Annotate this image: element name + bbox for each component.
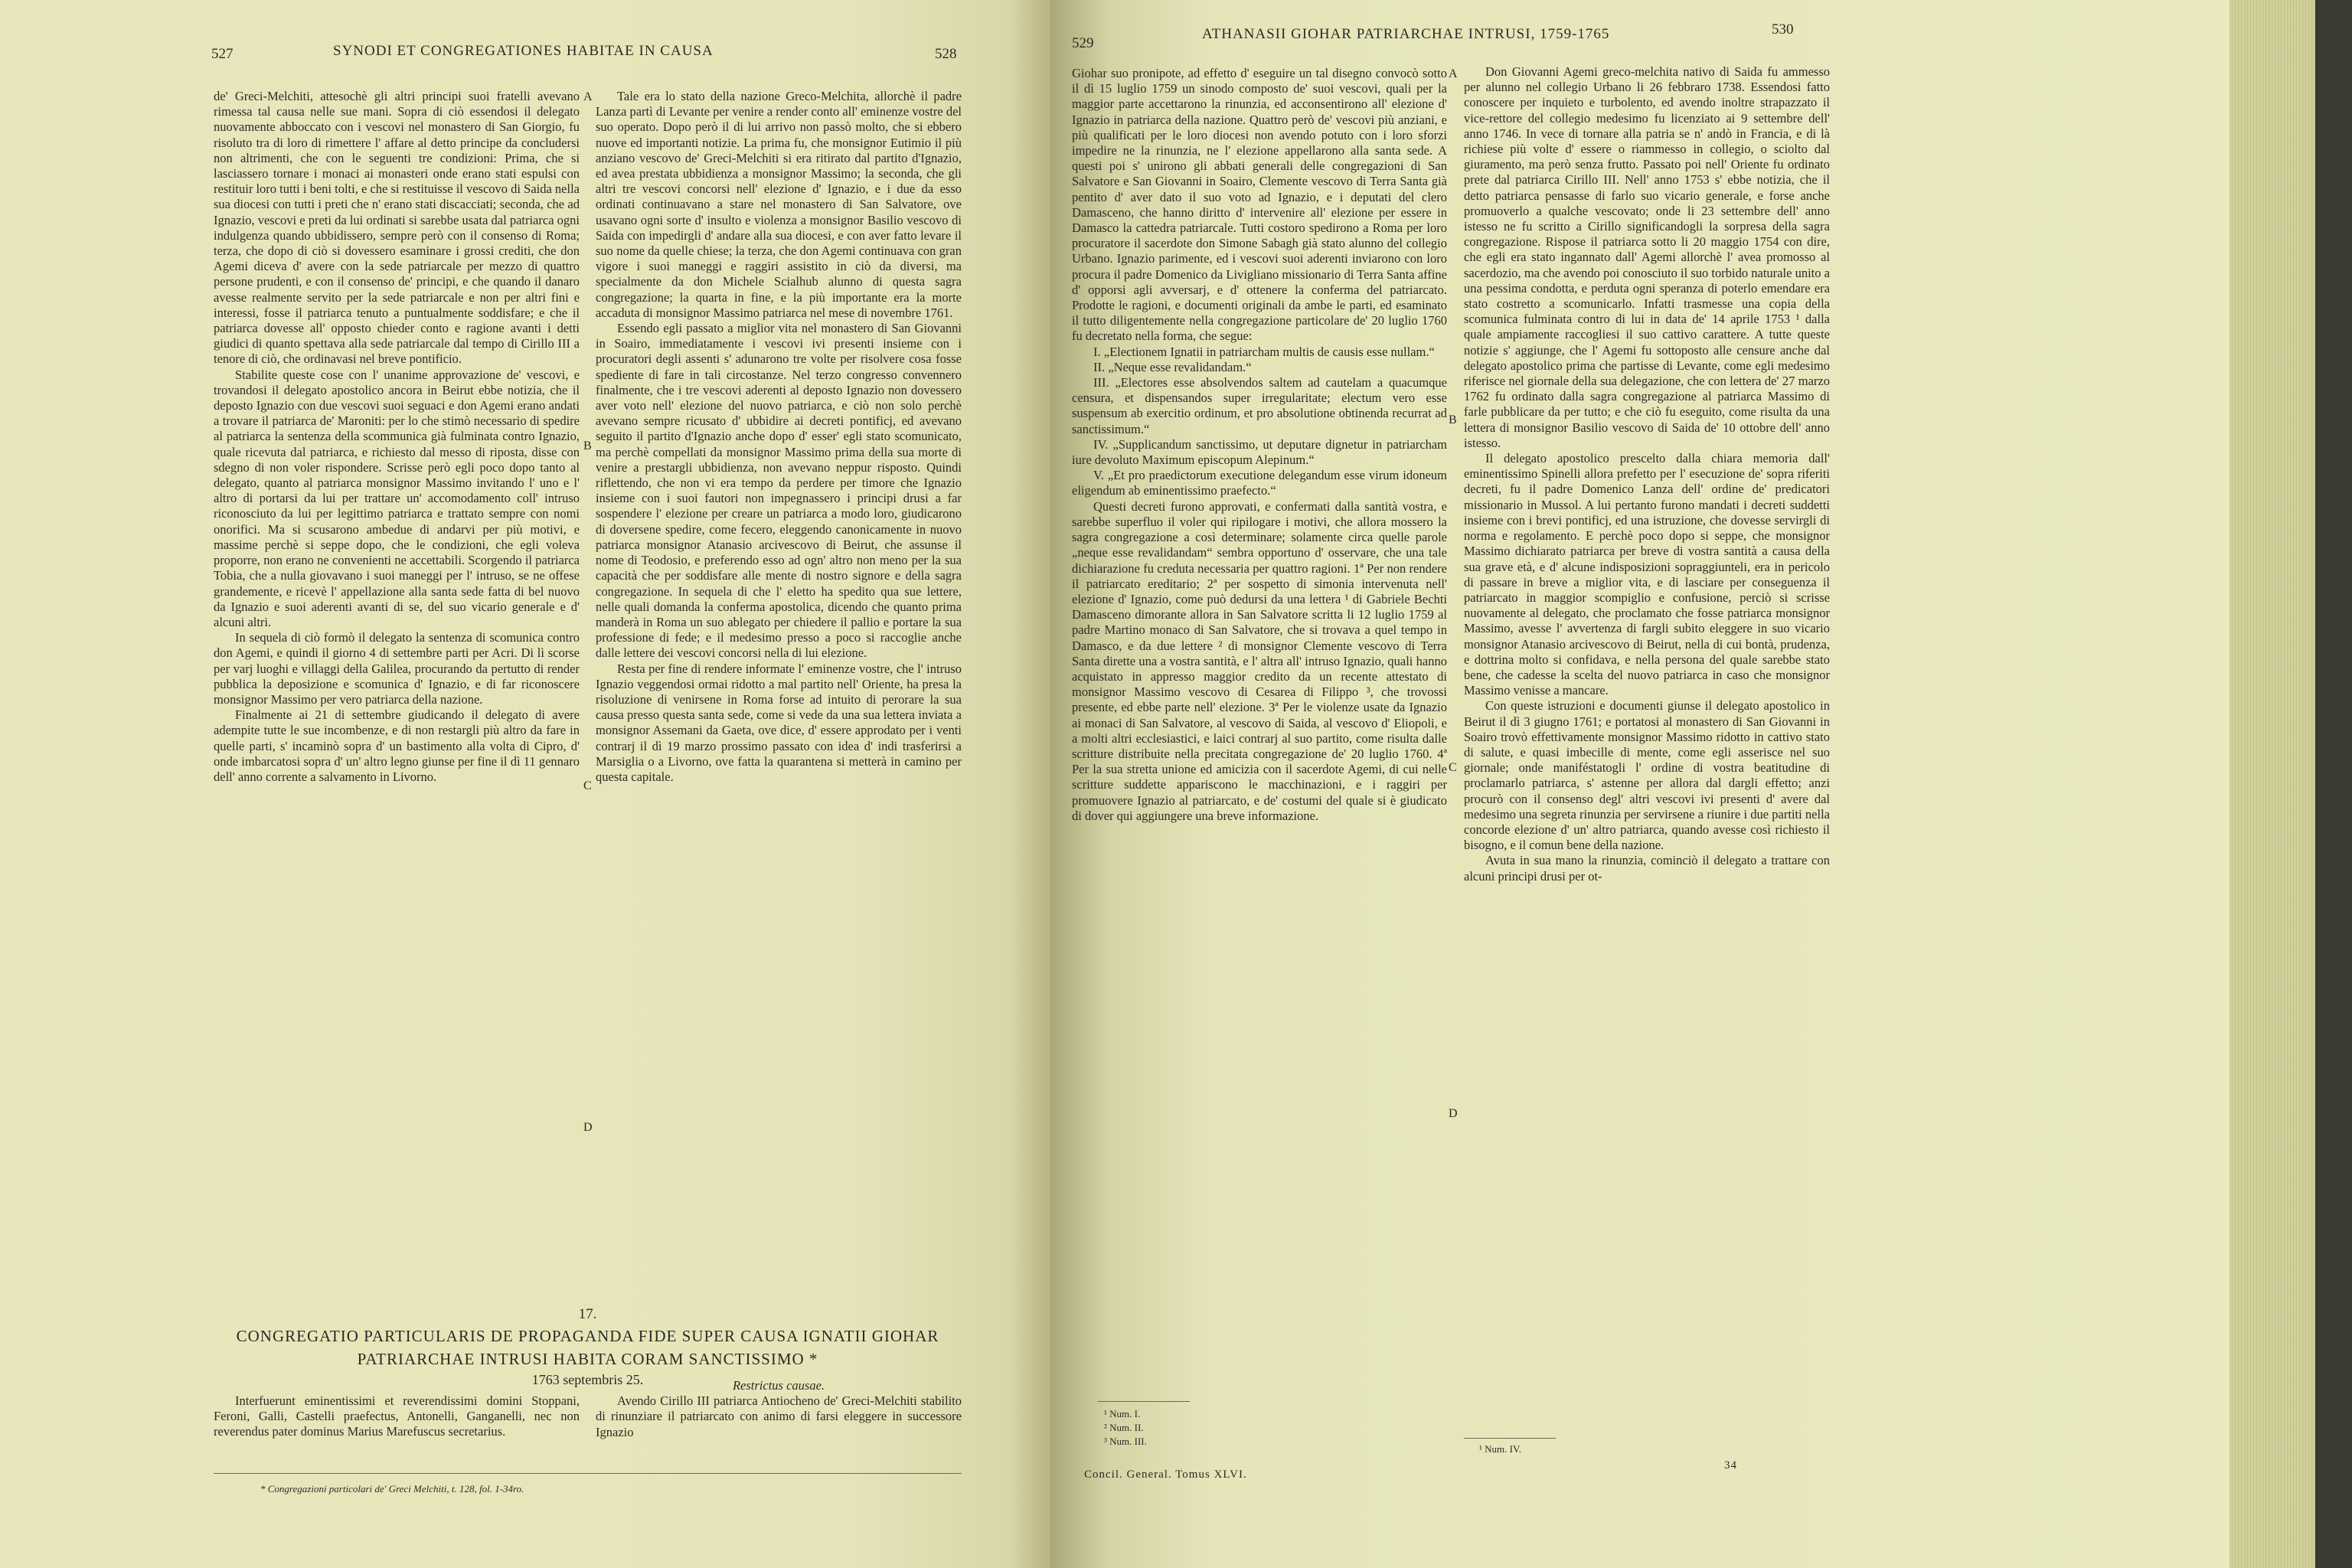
paragraph: Giohar suo pronipote, ad effetto d' eseguire un tal disegno convocò sotto il dì 15 luglio 1759 un sinodo composto de' suoi vescovi, quali per la maggior parte accettarono la rinunzia, ed acconsentirono all' elezione d' Ignazio in patriarca della nazione. Quattro però de' vescovi più anziani, e più qualificati per le loro diocesi non avendo potuto con i loro sforzi impedire ne la rinunzia, ne l' elezione appellarono alla santa sede. A questi poi s' unirono gli abbati generali delle congregazioni di San Salvatore e San Giovanni in Soairo, Clemente vescovo di Terra Santa già pentito d' aver dato il suo voto ad Ignazio, e i deputati del clero Damasceno, che hanno diritto d' intervenire all' elezione per essere in Damasco la cattedra patriarcale. Tutti costoro spedirono a Roma per loro procuratore il sacerdote don Simone Sabagh già stato alunno del collegio Urbano. Ignazio parimente, ed i vescovi suoi aderenti inviarono con loro procura il padre Domenico da Livigliano missionario di Terra Santa affine d' opporsi agli avversarj, e d' ottenere la conferma del patriarcato. Prodotte le ragioni, e documenti originali da ambe le parti, ed esaminato il tutto diligentemente nella congregazione particolare de' 20 luglio 1760 fu decretato nella forma, che segue: (1072, 66, 1447, 344)
footnote: ² Num. II. (1104, 1422, 1144, 1433)
right-page (1050, 0, 2230, 1568)
congregation-date: 1763 septembris 25. (531, 1372, 644, 1387)
footnote: ¹ Num. I. (1104, 1408, 1141, 1419)
paragraph: Con queste istruzioni e documenti giunse il delegato apostolico in Beirut il dì 3 giugno 1761; e portatosi al monastero di San Giovanni in Soairo trovò effettivamente monsignor Massimo ridotto in cattivo stato di salute, e quasi imbecille di mente, come egli asserisce nel suo giornale; onde maniféstatogli l' ordine di vostra beatitudine di proclamarlo patriarca, s' astenne per allora dal dargli effetto; anzi procurò con il consenso degl' altri vescovi ivi presenti d' avere dal medesimo una segreta rinunzia per servirsene a riunire i due partiti nella concorde elezione d' un' altro patriarca, quando avesse così richiesto il bisogno, e il comun bene della nazione. (1464, 698, 1830, 853)
column-a (1072, 66, 1447, 824)
footnote-rule (214, 1473, 962, 1474)
congregation-heading (214, 1306, 962, 1388)
paragraph: III. „Electores esse absolvendos saltem ad cautelam a quacumque censura, et dispensandos super irregularitate; electum vero esse suspensum ab exercitio ordinum, et pro absolutione obtinenda recurrat ad sanctissimum.“ (1072, 375, 1447, 436)
paragraph: Avuta in sua mano la rinunzia, cominciò il delegato a trattare con alcuni principi drusi per ot- (1464, 853, 1830, 884)
column-b (596, 89, 962, 785)
footnote-rule (1098, 1401, 1190, 1402)
paragraph: II. „Neque esse revalidandam.“ (1093, 359, 1252, 374)
restrictus-block (596, 1378, 962, 1440)
paragraph: IV. „Supplicandum sanctissimo, ut deputare dignetur in patriarcham iure devoluto Maximum episcopum Alepinum.“ (1072, 436, 1447, 468)
paragraph: de' Greci-Melchiti, attesochè gli altri principi suoi fratelli avevano rimessa tal causa nelle sue mani. Sopra di ciò essendosi il delegato nuovamente abboccato con i vescovi nel monastero di San Giorgio, fu risoluto tra di loro di rimettere l' affare al detto principe da concludersi non altrimenti, che con le seguenti tre condizioni: Prima, che si lasciassero tornare i monaci ai monasteri onde erano stati espulsi con restituir loro tutti i beni tolti, e che si restituisse il vescovo di Saida nella sua diocesi con tutti i preti che n' erano stati discacciati; seconda, che ad Ignazio, vescovi e preti da lui ordinati si sarebbe usata dal patriarca ogni indulgenza quando ubbidissero, sempre però con il consenso di Roma; terza, che dopo di ciò si dovessero esaminare i grossi crediti, che don Agemi diceva d' avere con la sede patriarcale per mezzo di quattro persone prudenti, e con il consenso de' principi, e che quando il danaro avesse realmente servito per la sede patriarcale e non per altri fini e interessi, fosse il patriarca tenuto a puntualmente soddisfare; e che il patriarca dovesse all' opposto chieder conto e ragione avanti i detti giudici di quanto spettava alla sede patriarcale dal tempo di Cirillo III a tenore di ciò, che ordinavasi nel breve pontificio. (214, 89, 580, 367)
paragraph: In sequela di ciò formò il delegato la sentenza di scomunica contro don Agemi, e quindi il giorno 4 di settembre parti per Acri. Di lì scorse per varj luoghi e villaggi della Galilea, procurando da pertutto di render pubblica la deposizione e scomunica d' Ignazio, e di far riconoscere monsignor Massimo per vero patriarca della nazione. (214, 630, 580, 707)
paragraph: Finalmente ai 21 di settembre giudicando il delegato di avere adempite tutte le sue incombenze, e di non restargli più altro da fare in quelle parti, s' incaminò sopra d' un bastimento alla volta di Cipro, d' onde imbarcatosi sopra d' un' altro legno giunse per fine il dì 11 gennaro dell' anno corrente a salvamento in Livorno. (214, 707, 580, 784)
column-a (214, 89, 580, 785)
margin-letter: A (1449, 67, 1458, 80)
section-number: 17. (578, 1306, 597, 1322)
margin-letter: D (1449, 1107, 1458, 1120)
margin-letter: C (1449, 761, 1457, 774)
book-cover-edge (2315, 0, 2352, 1568)
page-number: 530 (1772, 21, 1794, 38)
margin-letter: A (583, 90, 593, 103)
signature-line: Concil. General. Tomus XLVI. (1084, 1468, 1247, 1481)
margin-letter: C (583, 779, 592, 792)
margin-letter: B (1449, 413, 1457, 426)
restrictus-heading: Restrictus causae. (732, 1378, 825, 1393)
footnote: * Congregazioni particolari de' Greci Melchiti, t. 128, fol. 1-34ro. (260, 1483, 524, 1494)
left-page (0, 0, 1050, 1568)
page-number: 527 (211, 46, 234, 62)
paragraph: Don Giovanni Agemi greco-melchita nativo di Saida fu ammesso per alunno nel collegio Urbano li 26 febbraro 1738. Essendosi fatto conoscere per inquieto e turbolento, ed avendo inoltre strapazzato il vice-rettore del collegio medesimo fu licenziato ai 9 settembre dell' anno 1746. In vece di tornare alla patria se n' andò in Francia, e di là richiese più volte d' essere o riammesso in collegio, o sciolto dal giuramento, ma però senza frutto. Passato poi nell' Oriente fu ordinato prete dal patriarca Cirillo III. Nell' anno 1753 s' ebbe notizia, che il detto patriarca pensasse di farlo suo vicario generale, e forse anche promuoverlo a qualche vescovato; onde li 23 settembre dell' anno istesso ne fu scritto a Cirillo significandogli la sorpresa della sagra congregazione. Rispose il patriarca sotto li 20 maggio 1754 con dire, che egli era stato ingannato dall' Agemi allorchè l' avea promosso al sacerdozio, ma che avendo poi conosciuto il suo torbido naturale unito a una pessima condotta, e perduta ogni speranza di poterlo emendare era stato costretto a scomunicarlo. Infatti trasmesse una copia della scomunica fulminata contro di lui in data de' 14 aprile 1753 ¹ dalla quale ampiamente raccogliesi il suo cattivo carattere. A tutte queste notizie s' aggiunge, che l' Agemi fu sottoposto alle censure anche dal delegato apostolico prima che partisse di Levante, come egli medesimo riferisce nel giornale della sua delegazione, che con lettera de' 27 marzo 1762 fu ordinato dalla sagra congregazione al patriarca Massimo di farle pubblicare da per tutto; e che ciò fu eseguito, come risulta da una lettera di monsignor Basilio vescovo di Saida de' 10 ottobre dell' anno istesso. (1464, 64, 1830, 450)
page-edges (2230, 0, 2352, 1568)
signature-number: 34 (1724, 1459, 1737, 1472)
paragraph: Avendo Cirillo III patriarca Antiocheno de' Greci-Melchiti stabilito di rinunziare il patriarcato con animo di farsi eleggere in successore Ignazio (596, 1393, 962, 1439)
interfuerunt-block (214, 1393, 580, 1440)
paragraph: Resta per fine di rendere informate l' eminenze vostre, che l' intruso Ignazio veggendosi ormai ridotto a mal partito nell' Oriente, ha presa la risoluzione di venirsene in Roma forse ad intuito di perorare la sua causa presso questa santa sede, come si vede da una sua lettera inviata a monsignor Assemani da Gaeta, ove dice, d' essere approdato per i venti contrarj il dì 19 marzo prossimo passato con idea d' indi trasferirsi a Marsiglia o a Livorno, ove fatta la quarantena si metterà in camino per questa capitale. (596, 661, 962, 784)
paragraph: Essendo egli passato a miglior vita nel monastero di San Giovanni in Soairo, immediatamente i vescovi ivi presenti insieme con i procuratori degli assenti s' adunarono tre volte per risolvere cosa fosse spediente di fare in tali circostanze. Nel terzo congresso convennero finalmente, che i tre vescovi aderenti al deposto Ignazio non dovessero aver voto nell' elezione del nuovo patriarca, e ciò non solo perchè avevano sempre ricusato d' ubbidire ai decreti pontificj, ed avevano seguito il partito d'Ignazio anche dopo d' esser' egli stato scomunicato, ma perchè compellati da monsignor Massimo prima della sua morte di venire a prestargli ubbidienza, non avevano neppur risposto. Quindi riflettendo, che non vi era tempo da perdere per timore che Ignazio insieme con i suoi fautori non impegnassero i principi drusi a far sospendere l' elezione per creare un patriarca a modo loro, giudicarono di doversene spedire, come fecero, eleggendo canonicamente in nuovo patriarca monsignor Atanasio arcivescovo di Beirut, che assunse il nome di Teodosio, e preferendo esso ad ogn' altro non meno per la sua capacità che per soddisfare alle mente di nostro signore e della sagra congregazione. In sequela di che l' eletto ha spedito qua sue lettere, nelle quali domanda la conferma apostolica, dicendo che quanto prima manderà in Roma un suo ablegato per chiedere il pallio e portare la sua professione di fede; e il medesimo presso a poco si raccoglie anche dalle lettere dei vescovi concorsi nella di lui elezione. (596, 321, 962, 661)
running-head: SYNODI ET CONGREGATIONES HABITAE IN CAUSA (333, 43, 714, 59)
paragraph: Tale era lo stato della nazione Greco-Melchita, allorchè il padre Lanza partì di Levante per venire a render conto all' eminenze vostre del suo operato. Dopo però il di lui arrivo non passò molto, che si ebbero nuove ed importanti notizie. La prima fu, che monsignor Eutimio il più anziano vescovo de' Greci-Melchiti si era ritirato dal partito d'Ignazio, ed avea prestata ubbidienza a monsignor Massimo; la seconda, che gli altri tre vescovi concorsi nell' elezione d' Ignazio, e i due da esso ordinati continuavano a stare nel monastero di San Salvatore, ove usavano ogni sorte d' insulto e violenza a monsignor Basilio vescovo di Saida con impedirgli d' andare alla sua diocesi, e con aver fatto levare il suo nome da quelle chiese; la terza, che don Agemi continuava con gran vigore i suoi maneggi e raggiri assistito in ciò da diversi, ma specialmente da don Michele Scialhub alunno di questa sagra congregazione; la quarta in fine, e la più importante era la morte accaduta di monsignor Massimo patriarca nel mese di novembre 1761. (596, 89, 962, 320)
paragraph: V. „Et pro praedictorum executione delegandum esse virum idoneum eligendum ab eminentissimo praefecto.“ (1072, 468, 1447, 498)
page-number: 529 (1072, 35, 1094, 51)
congregation-title: PATRIARCHAE INTRUSI HABITA CORAM SANCTISSIMO * (357, 1350, 818, 1368)
margin-letter: D (583, 1121, 593, 1134)
footnote: ³ Num. III. (1104, 1436, 1147, 1447)
running-head: ATHANASII GIOHAR PATRIARCHAE INTRUSI, 1759-1765 (1202, 26, 1610, 42)
paragraph: Interfuerunt eminentissimi et reverendissimi domini Stoppani, Feroni, Galli, Castelli praefectus, Antonelli, Ganganelli, nec non reverendus pater dominus Marius Marefuscus secretarius. (214, 1393, 580, 1439)
page-number: 528 (935, 46, 957, 62)
paragraph: I. „Electionem Ignatii in patriarcham multis de causis esse nullam.“ (1093, 344, 1435, 359)
footnote: ¹ Num. IV. (1479, 1443, 1521, 1455)
congregation-title: CONGREGATIO PARTICULARIS DE PROPAGANDA FIDE SUPER CAUSA IGNATII GIOHAR (236, 1327, 939, 1345)
footnote-list (1104, 1407, 1147, 1449)
column-b (1464, 64, 1830, 884)
paragraph: Stabilite queste cose con l' unanime approvazione de' vescovi, e trovandosi il delegato apostolico ancora in Beirut ebbe notizia, che il deposto Ignazio con due vescovi suoi seguaci e don Agemi erano andati a trovare il patriarca de' Maroniti: per lo che stimò necessario di spedire al patriarca la sentenza della scommunica già fulminata contro Ignazio, quale ricevuta dal patriarca, e richiesto dal messo di riposta, disse con sdegno di non voler rispondere. Scrisse però egli poco dopo tanto al delegato, quanto al patriarca monsignor Massimo invitando l' uno e l' altro di portarsi da lui per trattare un' accomodamento coll' intruso riconosciuto da lui per legittimo patriarca e trattato sempre con nomi onorifici. Ma si scusarono ambedue di andarvi per più motivi, e massime perchè si seppe dopo, che le condizioni, che egli voleva proporre, non erano ne convenienti ne accettabili. Scorgendo il patriarca Tobia, che a nulla giovavano i suoi maneggi per l' intruso, se ne offese grandemente, e ricevè l' appellazione alla santa sede fatta di bel nuovo da Ignazio e suoi aderenti avanti di se, del suo vicario generale e d' alcuni altri. (214, 367, 580, 629)
margin-letter: B (583, 439, 592, 452)
paragraph: Questi decreti furono approvati, e confermati dalla santità vostra, e sarebbe superfluo il voler qui ripilogare i motivi, che allora mossero la sagra congregazione a così determinare; solamente circa quelle parole „neque esse revalidandam“ sembra opportuno d' osservare, che una tale dichiarazione fu creduta necessaria per quattro ragioni. 1ª Per non rendere il patriarcato ereditario; 2ª per sospetto di simonia intervenuta nell' elezione d' Ignazio, come può dedursi da una lettera ¹ di Gabriele Bechti Damasceno dimorante allora in San Salvatore scritta li 12 luglio 1759 al padre Martino monaco di San Salvatore, che si trovava a quel tempo in Damasco, e da due lettere ² di monsignor Clemente vescovo di Terra Santa dirette una a vostra santità, e l' altra all' intruso Ignazio, quali hanno acquistato in appresso maggior credito da un recente attestato di monsignor Massimo vescovo di Cesarea di Filippo ³, che trovossi presente, ed ebbe parte nell' elezione. 3ª Per le violenze usate da Ignazio ai monaci di San Salvatore, al vescovo di Saida, al vescovo d' Eliopoli, e a molti altri ecclesiastici, e laici contrarj al suo partito, come risulta dalle scritture distribuite nella precitata congregazione de' 20 luglio 1760. 4ª Per la sua stretta unione ed amicizia con il sacerdote Agemi, di cui nelle scritture suddette appariscono le macchinazioni, e i raggiri per promuovere Ignazio al patriarcato, e de' costumi del quale si è giudicato di dover qui aggiungere una breve informazione. (1072, 498, 1447, 823)
footnote-rule (1464, 1438, 1556, 1439)
paragraph: Il delegato apostolico prescelto dalla chiara memoria dall' eminentissimo Spinelli allora prefetto per l' esecuzione de' sopra riferiti decreti, fu il padre Domenico Lanza dell' ordine de' predicatori missionario in Mussol. A lui pertanto furono mandati i decreti suddetti insieme con i brevi pontificj, ed una istruzione, che dovesse servirgli di norma e regolamento. E perchè poco dopo si seppe, che monsignor Massimo dichiarato patriarca per breve di vostra santità a causa della sua grave età, e d' alcune indisposizioni sopraggiunteli, era in pericolo di passare in breve a miglior vita, e di lasciare per conseguenza il patriarcato in maggior scompiglio e confusione, perciò si scrisse nuovamente al delegato, che proclamato che fosse patriarca monsignor Massimo, avesse l' avvertenza di fargli subito eleggere in suo vicario monsignor Atanasio arcivescovo di Beirut, nella di cui bontà, prudenza, e dottrina molto si confidava, e nella persona del quale sarebbe stato bene, che cadesse la scelta del nuovo patriarca in caso che monsignor Massimo venisse a mancare. (1464, 451, 1830, 698)
